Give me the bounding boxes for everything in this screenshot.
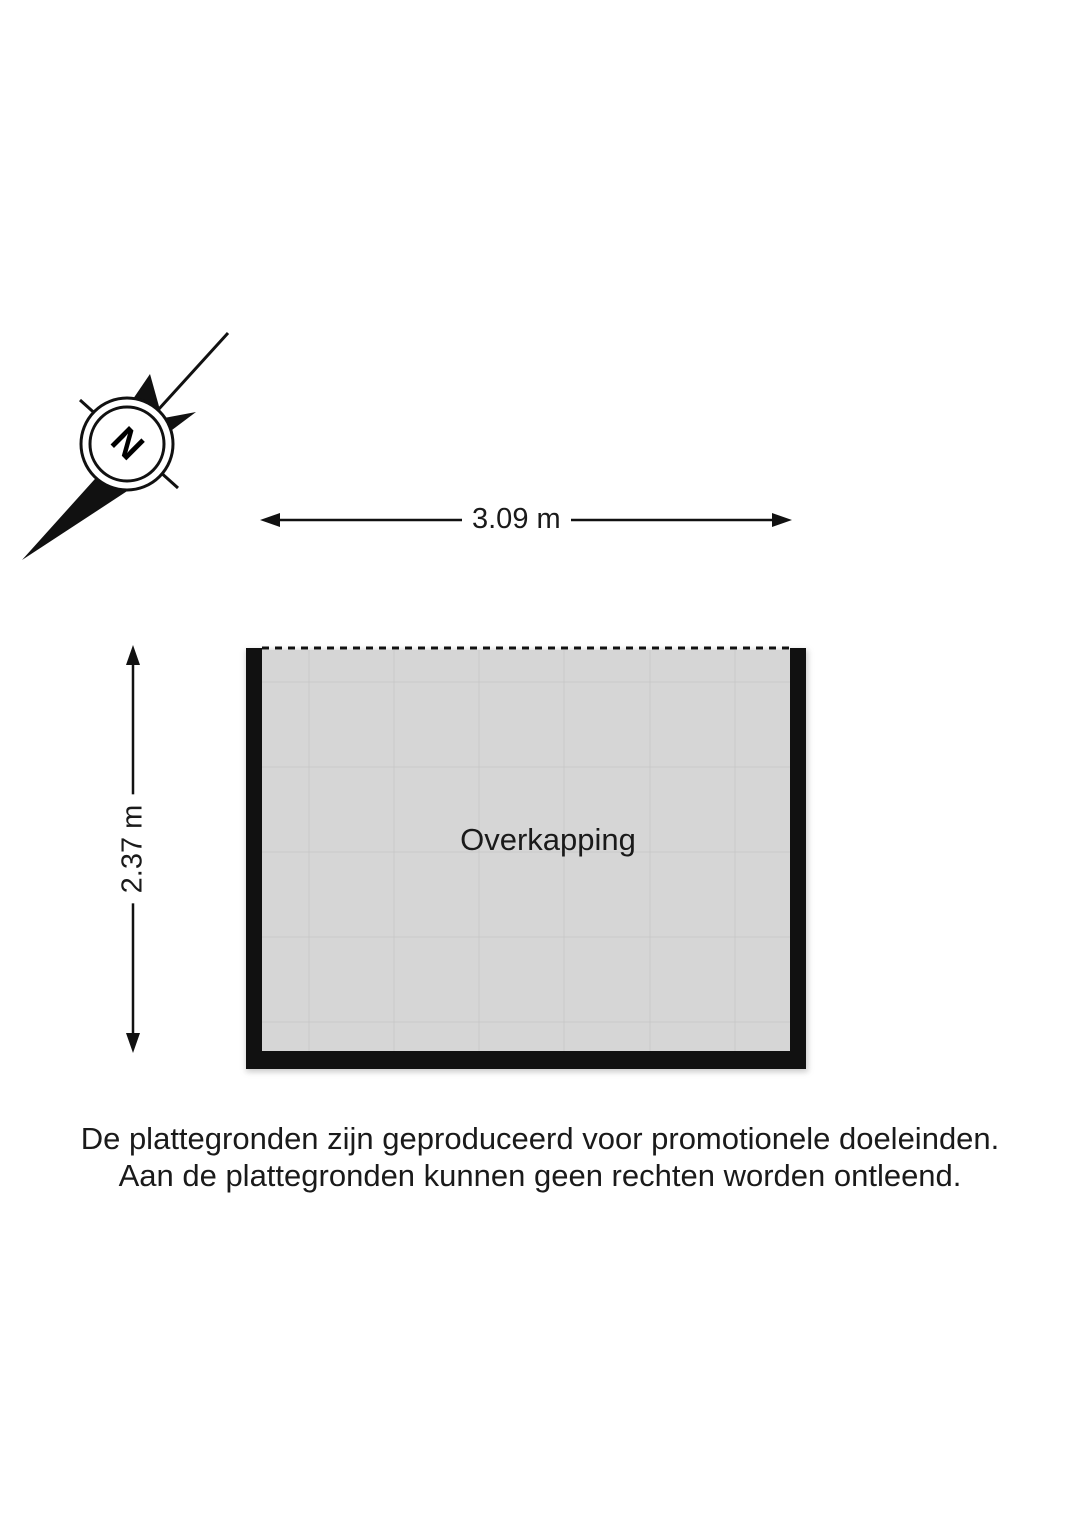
north-arrow-icon	[22, 333, 228, 560]
disclaimer-line-2: Aan de plattegronden kunnen geen rechten worden ontleend.	[118, 1158, 962, 1193]
disclaimer	[0, 1120, 1080, 1194]
wall-bottom	[246, 1051, 806, 1069]
wall-right	[790, 648, 806, 1069]
disclaimer-line-1: De plattegronden zijn geproduceerd voor promotionele doeleinden.	[80, 1121, 1000, 1156]
compass-letter: N	[102, 419, 152, 469]
wall-left	[246, 648, 262, 1069]
width-dimension-label: 3.09 m	[462, 505, 571, 534]
room-label: Overkapping	[460, 822, 636, 857]
room-overkapping	[246, 648, 808, 1072]
height-dimension-label: 2.37 m	[119, 795, 148, 904]
